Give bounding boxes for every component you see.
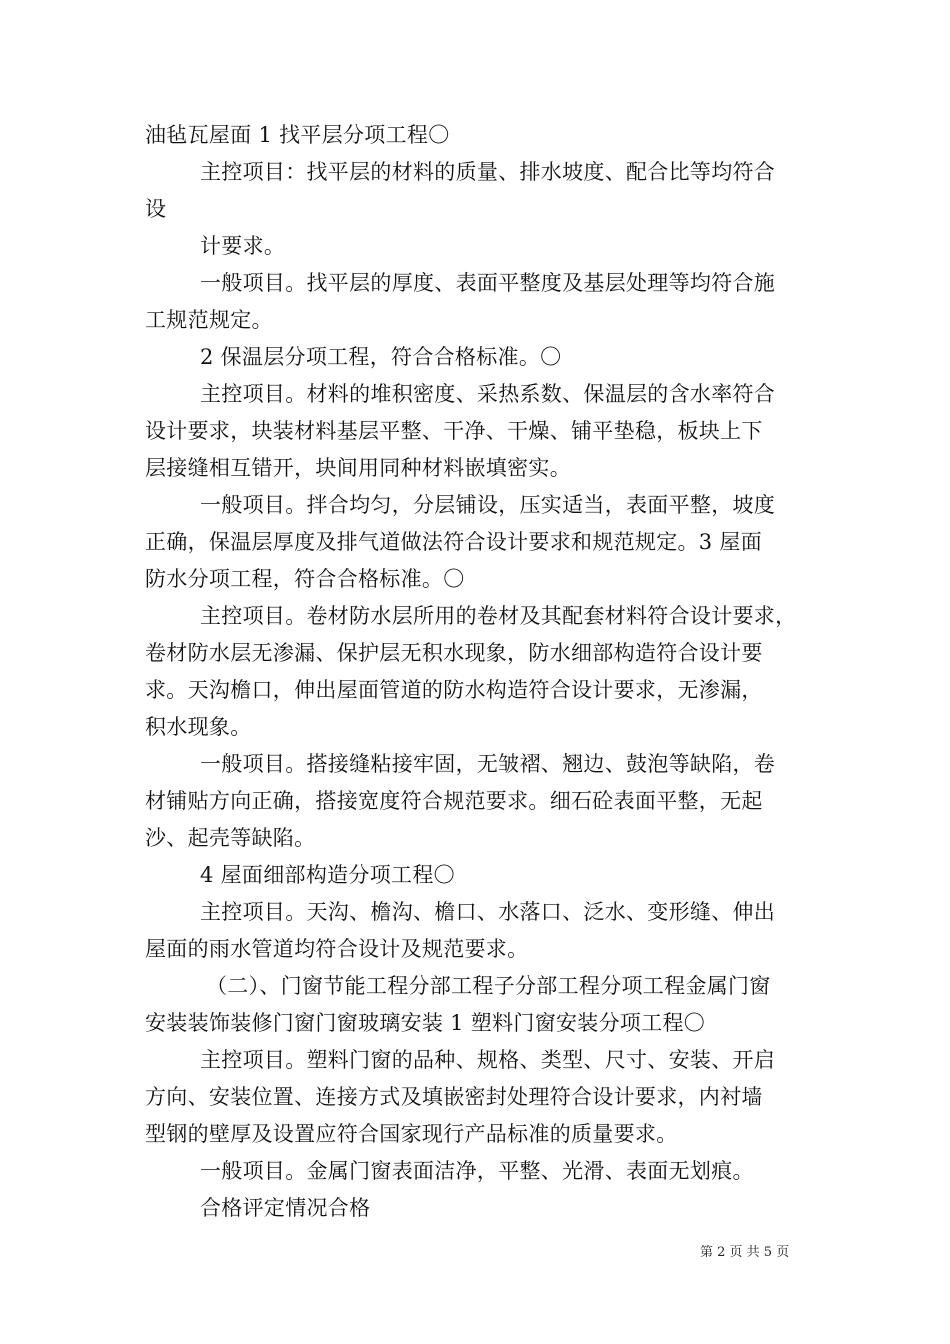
text-line: 积水现象。 <box>145 715 252 739</box>
text-line: 油毡瓦屋面 1 找平层分项工程〇 <box>145 123 450 147</box>
text-line: 求。天沟檐口，伸出屋面管道的防水构造符合设计要求，无渗漏， <box>145 678 763 702</box>
text-line: 设计要求，块装材料基层平整、干净、干燥、铺平垫稳，板块上下 <box>145 419 763 443</box>
text-line: 主控项目。天沟、檐沟、檐口、水落口、泛水、变形缝、伸出 <box>200 900 776 924</box>
text-line: 卷材防水层无渗漏、保护层无积水现象，防水细部构造符合设计要 <box>145 641 763 665</box>
text-line: 方向、安装位置、连接方式及填嵌密封处理符合设计要求，内衬墙 <box>145 1085 763 1109</box>
text-line: 材铺贴方向正确，搭接宽度符合规范要求。细石砼表面平整，无起 <box>145 789 763 813</box>
text-line: 主控项目。卷材防水层所用的卷材及其配套材料符合设计要求， <box>200 604 797 628</box>
text-line: 主控项目：找平层的材料的质量、排水坡度、配合比等均符合 <box>200 160 776 184</box>
page-number: 第 2 页 共 5 页 <box>700 1245 790 1260</box>
text-line: 防水分项工程，符合合格标准。〇 <box>145 567 465 591</box>
text-line: 正确，保温层厚度及排气道做法符合设计要求和规范规定。3 屋面 <box>145 530 763 554</box>
text-line: 主控项目。塑料门窗的品种、规格、类型、尺寸、安装、开启 <box>200 1048 776 1072</box>
text-line: 屋面的雨水管道均符合设计及规范要求。 <box>145 937 529 961</box>
text-line: 4 屋面细部构造分项工程〇 <box>200 863 455 887</box>
text-line: 一般项目。拌合均匀，分层铺设，压实适当，表面平整，坡度 <box>200 493 776 517</box>
text-line: 计要求。 <box>200 234 286 258</box>
text-line: 层接缝相互错开，块间用同种材料嵌填密实。 <box>145 456 571 480</box>
text-line: 一般项目。搭接缝粘接牢固，无皱褶、翘边、鼓泡等缺陷，卷 <box>200 752 776 776</box>
text-line: 沙、起壳等缺陷。 <box>145 826 316 850</box>
text-line: 一般项目。找平层的厚度、表面平整度及基层处理等均符合施 <box>200 271 776 295</box>
text-line: （二）、门窗节能工程分部工程子分部工程分项工程金属门窗 <box>206 974 771 998</box>
text-line: 2 保温层分项工程，符合合格标准。〇 <box>200 345 562 369</box>
text-line: 合格评定情况合格 <box>200 1196 371 1220</box>
text-line: 安装装饰装修门窗门窗玻璃安装 1 塑料门窗安装分项工程〇 <box>145 1011 706 1035</box>
text-line: 设 <box>145 197 167 221</box>
text-line: 工规范规定。 <box>145 308 273 332</box>
text-line: 型钢的壁厚及设置应符合国家现行产品标准的质量要求。 <box>145 1122 678 1146</box>
text-line: 主控项目。材料的堆积密度、采热系数、保温层的含水率符合 <box>200 382 776 406</box>
text-line: 一般项目。金属门窗表面洁净，平整、光滑、表面无划痕。 <box>200 1159 754 1183</box>
